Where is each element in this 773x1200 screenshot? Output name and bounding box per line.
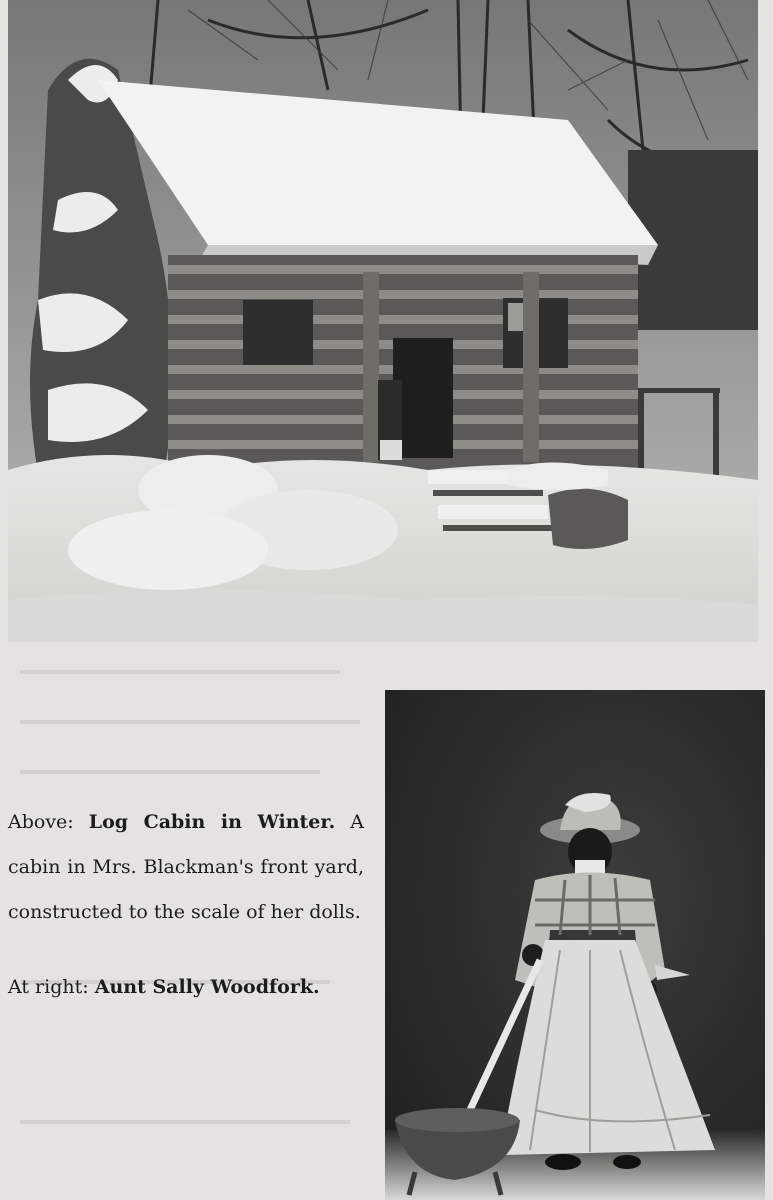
caption-above-prefix: Above:	[8, 811, 89, 833]
log-cabin-photo	[8, 0, 758, 642]
caption-above	[8, 800, 364, 935]
photo-caption	[8, 800, 364, 1010]
caption-above-title: Log Cabin in Winter.	[88, 811, 336, 833]
caption-right-prefix: At right:	[8, 976, 95, 998]
caption-right-title: Aunt Sally Woodfork.	[94, 976, 320, 998]
caption-right	[8, 965, 364, 1010]
caption-above-text: A cabin in Mrs. Blackman's front yard, constructed to the scale of her dolls.	[8, 811, 364, 923]
aunt-sally-doll-photo	[385, 690, 765, 1200]
